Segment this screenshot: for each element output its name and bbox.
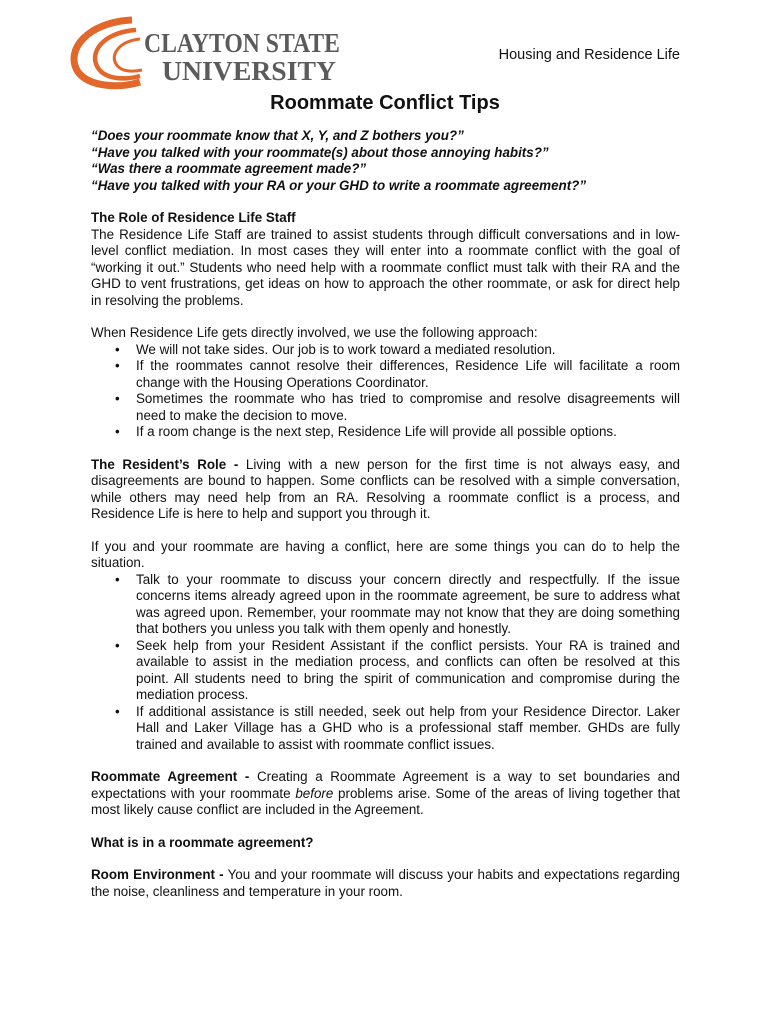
- list-item: • We will not take sides. Our job is to work toward a mediated resolution.: [136, 342, 680, 359]
- conflict-help-intro: If you and your roommate are having a conflict, here are some things you can do to help the situation.: [91, 538, 680, 570]
- list-item: • If the roommates cannot resolve their differences, Residence Life will facilitate a room change with the Housing Operations Coordinator.: [136, 358, 680, 391]
- resident-role-heading: The Resident’s Role -: [91, 456, 239, 472]
- resident-role-paragraph: [91, 457, 680, 523]
- document-body: [91, 128, 680, 900]
- question-line: “Have you talked with your roommate(s) about those annoying habits?”: [91, 144, 549, 160]
- agreement-heading: Roommate Agreement -: [91, 769, 250, 784]
- staff-role-section: [91, 210, 680, 309]
- question-line: “Was there a roommate agreement made?”: [91, 161, 367, 176]
- list-item: • If a room change is the next step, Residence Life will provide all possible options.: [136, 424, 680, 441]
- what-is-heading: What is in a roommate agreement?: [91, 834, 314, 850]
- question-line: “Have you talked with your RA or your GHD to write a roommate agreement?”: [91, 177, 587, 193]
- logo-line2: UNIVERSITY: [162, 56, 336, 86]
- approach-section: [91, 325, 680, 441]
- logo-swoosh-icon: [74, 20, 142, 86]
- question-line: “Does your roommate know that X, Y, and Z bothers you?”: [91, 128, 464, 143]
- conflict-help-section: [91, 539, 680, 754]
- conflict-help-list: [91, 572, 680, 754]
- staff-role-heading: The Role of Residence Life Staff: [91, 210, 296, 225]
- approach-intro: When Residence Life gets directly involved, we use the following approach:: [91, 325, 538, 340]
- university-logo: [70, 14, 350, 90]
- department-name: Housing and Residence Life: [498, 47, 680, 63]
- resident-role-section: [91, 457, 680, 523]
- environment-section: [91, 867, 680, 900]
- approach-list: [91, 342, 680, 441]
- list-item: • If additional assistance is still needed, seek out help from your Residence Director. Laker Hall and Laker Village has a GHD who is a professional staff member. GHDs are fully trained and available to assist with roommate conflict issues.: [136, 704, 680, 754]
- what-is-section: [91, 835, 680, 852]
- environment-paragraph: [91, 867, 680, 900]
- agreement-body-after: problems arise. Some of the areas of living together that most likely cause conflict are included in the Agreement.: [91, 785, 680, 817]
- agreement-body-before: Creating a Roommate Agreement is a way to set boundaries and expectations with your roommate: [91, 769, 680, 801]
- list-item: • Sometimes the roommate who has tried to compromise and resolve disagreements will need to make the decision to move.: [136, 391, 680, 424]
- agreement-section: [91, 769, 680, 819]
- environment-heading: Room Environment -: [91, 867, 224, 882]
- resident-role-body: Living with a new person for the first time is not always easy, and disagreements are bound to happen. Some conflicts can be resolved with a simple conversation, while others may need help from an RA. Resolving a roommate conflict is a process, and Residence Life is here to help and support you through it.: [91, 456, 680, 521]
- agreement-body-emphasis: before: [295, 785, 334, 801]
- list-item: • Seek help from your Resident Assistant if the conflict persists. Your RA is trained and available to assist in the mediation process, and conflicts can often be resolved at this point. All students need to bring the spirit of communication and compromise during the mediation process.: [136, 638, 680, 704]
- list-item: • Talk to your roommate to discuss your concern directly and respectfully. If the issue concerns items already agreed upon in the roommate agreement, be sure to address what was agreed upon. Remember, your roommate may not know that they are doing something that bothers you unless you talk with them openly and honestly.: [136, 572, 680, 638]
- logo-line1: CLAYTON STATE: [144, 28, 340, 58]
- staff-role-body: The Residence Life Staff are trained to assist students through difficult conversations and in low-level conflict mediation. In most cases they will enter into a roommate conflict with the goal of “working it out.” Students who need help with a roommate conflict must talk with their RA and the GHD to vent frustrations, get ideas on how to approach the other roommate, or ask for direct help in resolving the problems.: [91, 226, 680, 308]
- intro-questions: [91, 128, 680, 194]
- agreement-paragraph: [91, 769, 680, 819]
- environment-body: You and your roommate will discuss your habits and expectations regarding the noise, cleanliness and temperature in your room.: [91, 867, 680, 899]
- page-title: Roommate Conflict Tips: [270, 92, 500, 114]
